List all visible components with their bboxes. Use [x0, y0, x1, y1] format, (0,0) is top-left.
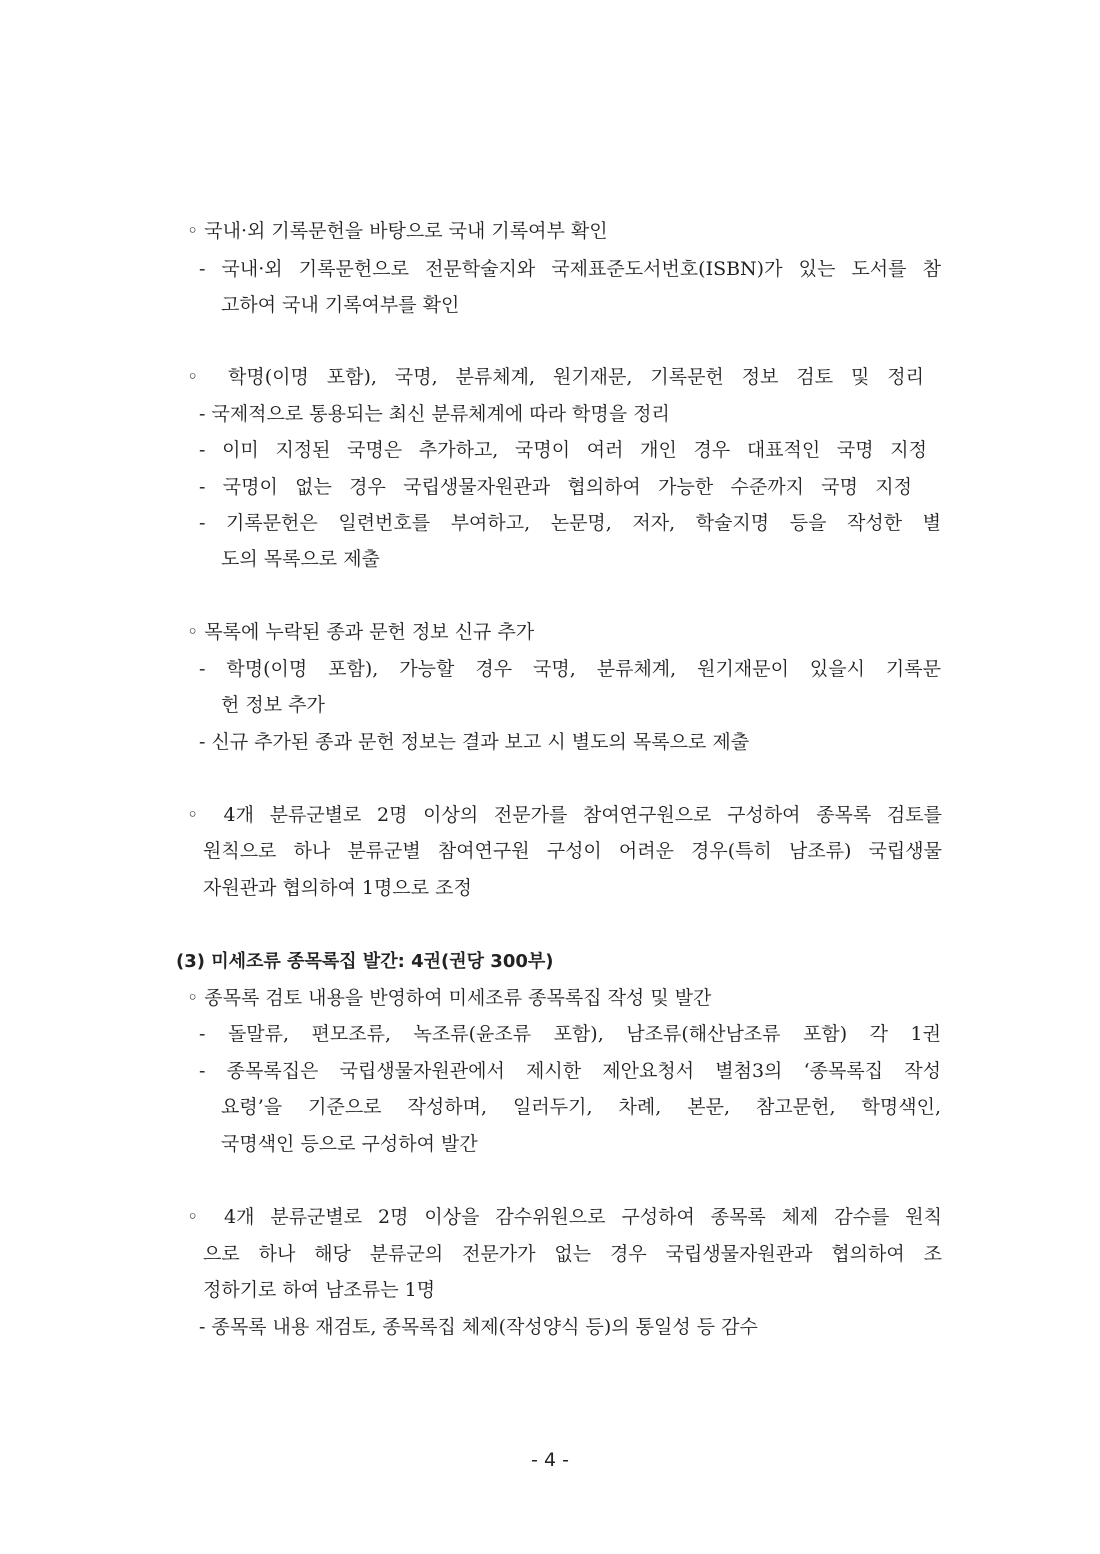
dash-supervision-scope: - 종목록 내용 재검토, 종목록집 체제(작성양식 등)의 통일성 등 감수 — [199, 1316, 758, 1338]
bullet-supervisors-line1: ◦ 4개 분류군별로 2명 이상을 감수위원으로 구성하여 종목록 체제 감수를 원칙 — [187, 1206, 942, 1228]
dash-literature-serial-line2: 도의 목록으로 제출 — [221, 548, 380, 570]
dash-catalog-guideline-line1: - 종목록집은 국립생물자원관에서 제시한 제안요청서 별첨3의 ‘종목록집 작성 — [199, 1060, 941, 1082]
dash-classification-system: - 국제적으로 통용되는 최신 분류체계에 따라 학명을 정리 — [199, 403, 670, 425]
bullet-publish-catalog: ◦ 종목록 검토 내용을 반영하여 미세조류 종목록집 작성 및 발간 — [187, 987, 712, 1009]
bullet-supervisors-line3: 정하기로 하여 남조류는 1명 — [203, 1279, 436, 1301]
bullet-experts-line2: 원칙으로 하나 분류군별 참여연구원 구성이 어려운 경우(특히 남조류) 국립생물 — [203, 840, 942, 862]
dash-korean-name-consult: - 국명이 없는 경우 국립생물자원관과 협의하여 가능한 수준까지 국명 지정 — [199, 476, 912, 498]
dash-volumes: - 돌말류, 편모조류, 녹조류(윤조류 포함), 남조류(해산남조류 포함) 각 1권 — [199, 1023, 941, 1045]
bullet-name-review: ◦ 학명(이명 포함), 국명, 분류체계, 원기재문, 기록문헌 정보 검토 및 정리 — [187, 366, 924, 388]
bullet-missing-species: ◦ 목록에 누락된 종과 문헌 정보 신규 추가 — [187, 621, 535, 643]
bullet-experts-line1: ◦ 4개 분류군별로 2명 이상의 전문가를 참여연구원으로 구성하여 종목록 검토를 — [187, 804, 942, 826]
dash-new-info-line2: 헌 정보 추가 — [221, 694, 325, 716]
dash-korean-name-assign: - 이미 지정된 국명은 추가하고, 국명이 여러 개인 경우 대표적인 국명 지정 — [199, 439, 927, 461]
dash-catalog-guideline-line3: 국명색인 등으로 구성하여 발간 — [221, 1133, 478, 1155]
dash-new-info-line1: - 학명(이명 포함), 가능할 경우 국명, 분류체계, 원기재문이 있을시 기록문 — [199, 658, 941, 680]
bullet-domestic-record-check: ◦ 국내·외 기록문헌을 바탕으로 국내 기록여부 확인 — [187, 220, 608, 242]
bullet-experts-line3: 자원관과 협의하여 1명으로 조정 — [203, 877, 472, 899]
page-number: - 4 - — [531, 1449, 569, 1471]
section-heading-3: (3) 미세조류 종목록집 발간: 4권(권당 300부) — [176, 951, 554, 972]
bullet-supervisors-line2: 으로 하나 해당 분류군의 전문가가 없는 경우 국립생물자원관과 협의하여 조 — [203, 1243, 942, 1265]
dash-isbn-literature-line2: 고하여 국내 기록여부를 확인 — [221, 294, 460, 316]
dash-new-info-report: - 신규 추가된 종과 문헌 정보는 결과 보고 시 별도의 목록으로 제출 — [199, 731, 750, 753]
dash-isbn-literature-line1: - 국내·외 기록문헌으로 전문학술지와 국제표준도서번호(ISBN)가 있는 도서를 참 — [199, 258, 941, 280]
dash-catalog-guideline-line2: 요령’을 기준으로 작성하며, 일러두기, 차례, 본문, 참고문헌, 학명색인, — [221, 1096, 941, 1118]
dash-literature-serial-line1: - 기록문헌은 일련번호를 부여하고, 논문명, 저자, 학술지명 등을 작성한 별 — [199, 512, 941, 534]
